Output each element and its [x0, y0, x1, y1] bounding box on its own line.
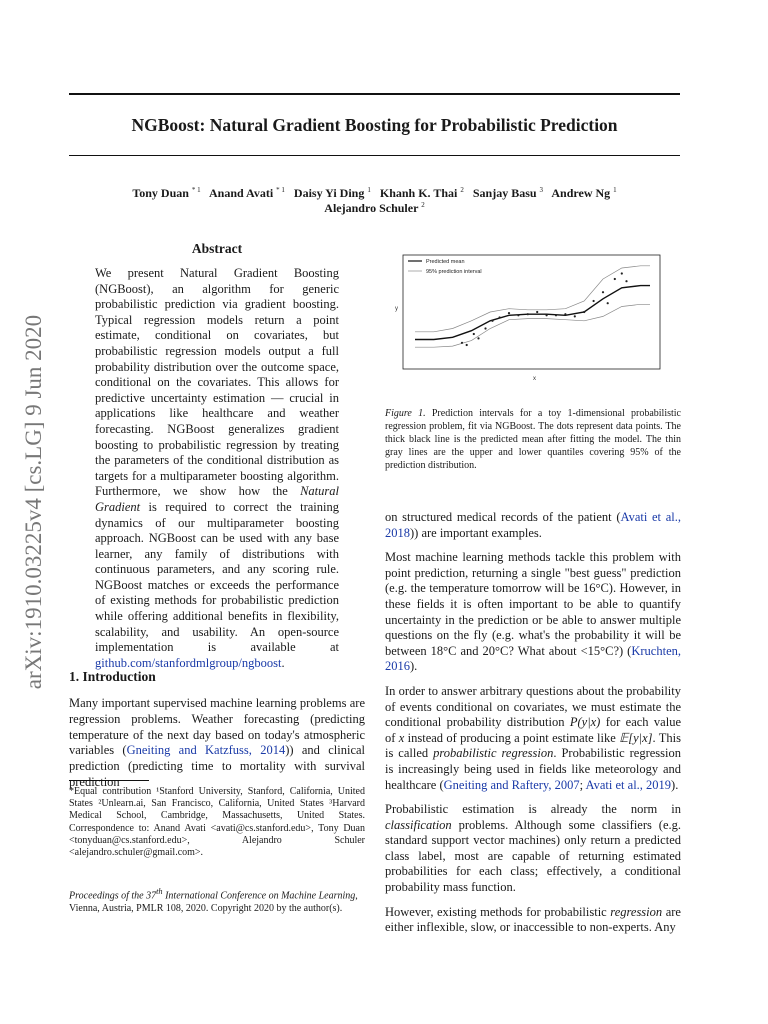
plot-area	[415, 266, 650, 347]
data-point	[614, 278, 616, 280]
data-point	[625, 280, 627, 282]
data-point	[461, 342, 463, 344]
legend-mean-label: Predicted mean	[426, 259, 465, 265]
right-column-body	[385, 510, 681, 945]
author: Daisy Yi Ding $^1$	[293, 186, 371, 200]
paragraph: However, existing methods for probabilistic regression are either inflexible, slow, or inaccessible to non-experts. Any	[385, 904, 681, 935]
data-point	[607, 302, 609, 304]
y-axis-label: y	[395, 306, 398, 312]
data-point	[527, 313, 529, 315]
author: Tony Duan $^{* 1}$	[132, 186, 201, 200]
abstract-heading: Abstract	[191, 241, 243, 256]
section-heading-introduction: 1. Introduction	[69, 669, 156, 684]
data-point	[491, 320, 493, 322]
citation-link[interactable]: Avati et al., 2018	[385, 510, 681, 540]
author: Anand Avati $^{* 1}$	[209, 186, 285, 200]
paragraph: Most machine learning methods tackle this problem with point prediction, returning a single "best guess" prediction (e.g. the temperature tomorrow will be 16°C). However, in these fields it is often important to be able to quantify uncertainty in the prediction or be able to answer multiple questions on the fly (e.g. what's the probability it will be between 18°C and 20°C? What about <15°C?) (Kruchten, 2016).	[385, 550, 681, 674]
title-bottom-rule	[69, 155, 680, 156]
paragraph: In order to answer arbitrary questions about the probability of events conditional on covariates, we must estimate the conditional probability distribution P(y|x) for each value of x instead of producing a point estimate like 𝔼[y|x]. This is called probabilistic regression. Probabilistic regression is increasingly being used in fields like meteorology and healthcare (Gneiting and Raftery, 2007; Avati et al., 2019).	[385, 683, 681, 792]
top-rule	[69, 93, 680, 95]
page-title: NGBoost: Natural Gradient Boosting for Probabilistic Prediction	[131, 115, 618, 135]
affiliation-footnote: *Equal contribution ¹Stanford University, Stanford, California, United States ²Unlearn.ai, San Francisco, California, United States ³Harvard Medical School, Cambridge, Massachusetts, United States. Correspondence to: Anand Avati <avati@cs.stanford.edu>, Tony Duan <tonyduan@cs.stanford.edu>, Alejandro Schuler <alejandro.schuler@gmail.com>.	[69, 786, 365, 859]
series-line-upper-interval	[415, 266, 650, 332]
abstract-body: We present Natural Gradient Boosting (NGBoost), an algorithm for generic probabilistic prediction via gradient boosting. Typical regression models return a point estimate, conditional on covariates, but probabilistic regression models output a full probability distribution over the outcome space, conditional on the covariates. This allows for predictive uncertainty estimation — crucial in applications like healthcare and weather forecasting. NGBoost generalizes gradient boosting to probabilistic regression by treating the parameters of the conditional distribution as targets for a multiparameter boosting algorithm. Furthermore, we show how the Natural Gradient is required to correct the training dynamics of our multiparameter boosting approach. NGBoost can be used with any base learner, any family of distributions with continuous parameters, and any scoring rule. NGBoost matches or exceeds the performance of existing methods for probabilistic prediction while offering additional benefits in flexibility, scalability, and usability. An open-source implementation is available at github.com/stanfordmlgroup/ngboost.	[95, 266, 339, 670]
figure-1-caption: Figure 1. Prediction intervals for a toy 1-dimensional probabilistic regression problem, fit via NGBoost. The dots represent data points. The thick black line is the predicted mean after fitting the model. The thin gray lines are the upper and lower quantiles covering 95% of the prediction distribution.	[385, 408, 681, 471]
data-point	[477, 337, 479, 339]
citation-link[interactable]: Gneiting and Katzfuss, 2014	[126, 743, 286, 758]
citation-link[interactable]: Avati et al., 2019	[585, 777, 672, 792]
legend-interval-label: 95% prediction interval	[426, 269, 482, 275]
github-link[interactable]: github.com/stanfordmlgroup/ngboost	[95, 655, 282, 670]
series-line-lower-interval	[415, 304, 650, 347]
author: Khanh K. Thai $^2$	[379, 186, 464, 200]
data-point	[602, 291, 604, 293]
data-point	[546, 314, 548, 316]
citation-link[interactable]: Kruchten, 2016	[385, 643, 681, 674]
citation-link[interactable]: Gneiting and Raftery, 2007	[443, 777, 580, 792]
data-point	[555, 314, 557, 316]
data-point	[536, 311, 538, 313]
data-point	[473, 333, 475, 335]
data-point	[621, 272, 623, 274]
series-line-predicted-mean	[415, 286, 650, 340]
data-point	[517, 314, 519, 316]
x-axis-label: x	[533, 376, 536, 382]
data-point	[593, 300, 595, 302]
data-point	[484, 327, 486, 329]
author: Sanjay Basu $^3$	[472, 186, 544, 200]
figure-1-chart	[400, 252, 665, 374]
paragraph: Probabilistic estimation is already the norm in classification problems. Although some classifiers (e.g. standard support vector machines) only return a predicted class label, most are capable of returning estimated probabilities for each class; effectively, a conditional probability mass function.	[385, 802, 681, 895]
arxiv-sidebar-id: arXiv:1910.03225v4 [cs.LG] 9 Jun 2020	[21, 314, 46, 690]
data-point	[564, 313, 566, 315]
data-point	[466, 344, 468, 346]
intro-paragraph: Many important supervised machine learning problems are regression problems. Weather forecasting (predicting temperature of the next day based on today's atmospheric variables (Gneiting and Katzfuss, 2014)) and clinical prediction (predicting time to mortality with survival prediction	[69, 696, 366, 789]
data-point	[499, 316, 501, 318]
proceedings-note: Proceedings of the 37th International Conference on Machine Learning, Vienna, Austria, PMLR 108, 2020. Copyright 2020 by the author(s).	[69, 887, 358, 914]
author: Alejandro Schuler $^2$	[324, 201, 425, 215]
author-line-2	[69, 198, 680, 216]
data-point	[508, 312, 510, 314]
paragraph: on structured medical records of the patient (Avati et al., 2018)) are important examples.	[385, 510, 681, 540]
footnote-rule	[69, 780, 149, 781]
data-point	[574, 315, 576, 317]
data-point	[583, 311, 585, 313]
author: Andrew Ng $^1$	[551, 186, 617, 200]
